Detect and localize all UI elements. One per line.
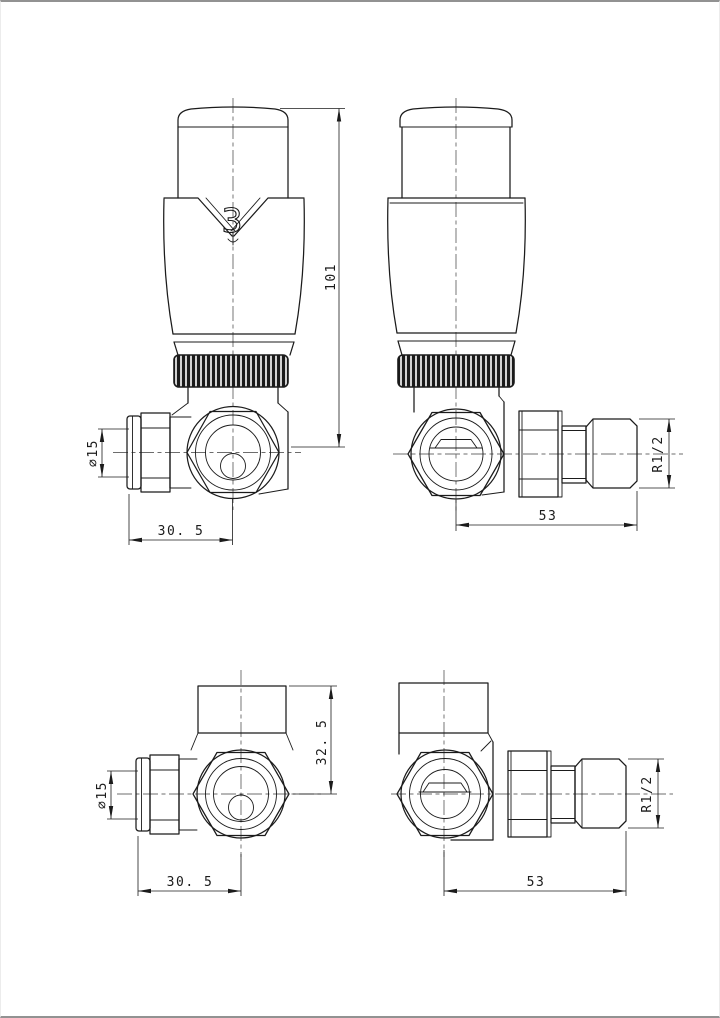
dim-label-pipe-diameter: ∅15 — [95, 781, 110, 809]
dim-label-width: 30. 5 — [157, 524, 205, 539]
dim-label-tail-thread: R1/2 — [651, 435, 666, 473]
dim-label-pipe-diameter: ∅15 — [86, 439, 101, 467]
dim-tail-thread-bottom — [628, 759, 664, 828]
dim-label-width: 30. 5 — [166, 875, 214, 890]
dim-label-length: 53 — [526, 875, 546, 890]
trv-head-front — [164, 107, 305, 387]
compression-fitting-front — [136, 755, 197, 834]
lockshield-body-side-view — [391, 670, 673, 896]
dim-pipe-diameter-bottom — [95, 771, 138, 819]
dim-label-length: 53 — [538, 509, 558, 524]
dim-label-tail-thread: R1/2 — [640, 775, 655, 813]
trv-valve-front-view — [86, 98, 345, 545]
lockshield-body-front-view — [95, 670, 337, 896]
trv-head-side — [388, 107, 526, 387]
dim-tail-thread-top — [639, 419, 675, 488]
dim-body-height — [289, 686, 337, 794]
knurled-ring — [398, 355, 514, 387]
dim-width-bottom — [138, 836, 241, 896]
dim-width-front — [129, 494, 233, 545]
dim-label-overall-height: 101 — [324, 263, 339, 291]
dim-label-body-height: 32. 5 — [315, 718, 330, 766]
valve-body-front — [172, 387, 288, 499]
technical-drawing — [1, 2, 719, 1016]
knurled-ring — [174, 355, 288, 387]
dim-pipe-diameter-front — [86, 429, 129, 477]
spigot-front — [191, 686, 293, 750]
dim-overall-height — [280, 109, 345, 448]
spigot-side — [399, 683, 493, 840]
dim-length-bottom — [444, 831, 626, 896]
trv-valve-side-view — [388, 98, 683, 531]
head-setting-number: 3 — [221, 201, 243, 240]
